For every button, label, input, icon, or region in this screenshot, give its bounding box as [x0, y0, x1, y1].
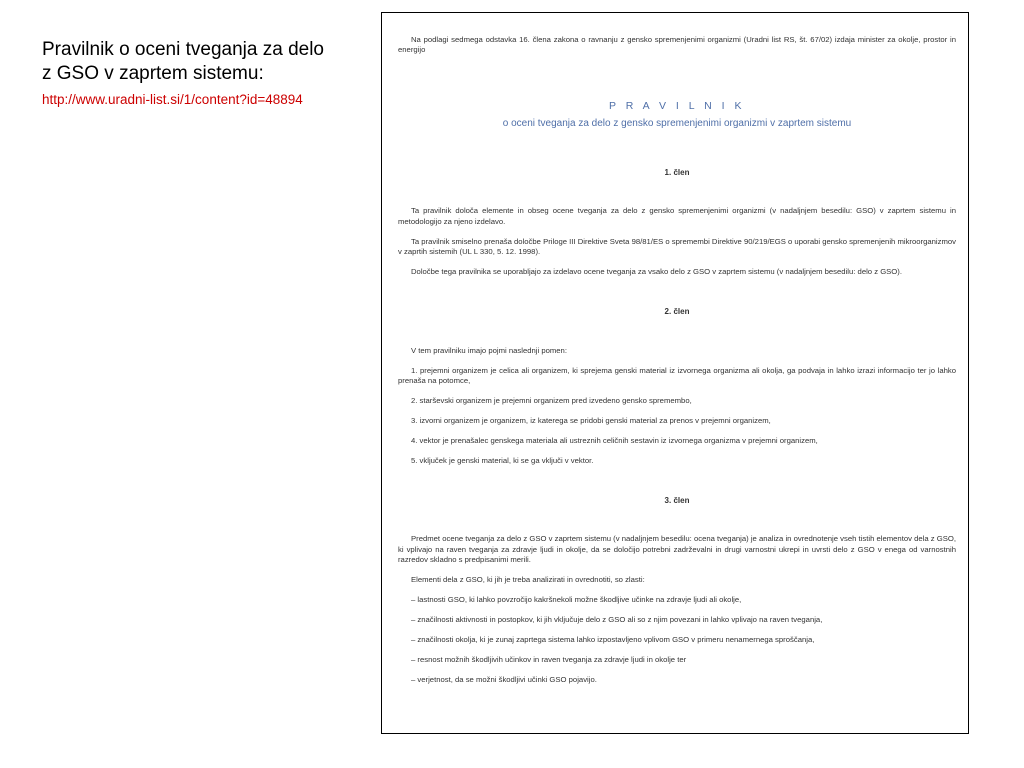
article-2-heading: 2. člen	[664, 307, 690, 317]
list-item: – značilnosti aktivnosti in postopkov, ki jih vključuje delo z GSO ali so z njim povezani in lahko vplivajo na raven tveganja,	[411, 614, 823, 624]
list-item: – značilnosti okolja, ki je zunaj zaprtega sistema lahko izpostavljeno vplivom GSO v primeru nenamernega sproščanja,	[411, 634, 815, 644]
list-item: – verjetnost, da se možni škodljivi učinki GSO pojavijo.	[411, 674, 597, 684]
document-scan	[381, 12, 969, 734]
document-title: P R A V I L N I K	[609, 99, 745, 112]
document-intro: Na podlagi sedmega odstavka 16. člena zakona o ravnanju z gensko spremenjenimi organizmi (Uradni list RS, št. 67/02) izdaja minister za okolje, prostor in energijo	[398, 35, 956, 55]
document-subtitle: o oceni tveganja za delo z gensko spremenjenimi organizmi v zaprtem sistemu	[502, 117, 852, 129]
list-item: 5. vključek je genski material, ki se ga vključi v vektor.	[411, 455, 594, 465]
list-item: 3. izvorni organizem je organizem, iz katerega se pridobi genski material za prenos v prejemni organizem,	[411, 415, 771, 425]
source-link[interactable]: http://www.uradni-list.si/1/content?id=48894	[42, 92, 303, 107]
article-1-paragraph: Določbe tega pravilnika se uporabljajo za izdelavo ocene tveganja za vsako delo z GSO v zaprtem sistemu (v nadaljnjem besedilu: delo z GSO).	[411, 266, 902, 276]
slide-title-line-1: Pravilnik o oceni tveganja za delo	[42, 39, 325, 60]
article-3-heading: 3. člen	[664, 496, 690, 505]
article-1-heading: 1. člen	[664, 167, 690, 177]
list-item: 1. prejemni organizem je celica ali organizem, ki sprejema genski material iz izvornega organizma ali okolja, ga podvaja in lahko izrazi informacijo ter jo lahko prenaša na potomce,	[398, 365, 956, 385]
article-3-paragraph: Predmet ocene tveganja za delo z GSO v zaprtem sistemu (v nadaljnjem besedilu: ocena tveganja) je analiza in ovrednotenje vseh tistih elementov dela z GSO, ki vplivajo na raven tveganja za zdravje ljudi in okolje, da se določijo potrebni zadrževalni in drugi varnostni ukrepi in uvrsti delo z GSO v enega od varnostnih razredov skladno s predpisanimi merili.	[398, 534, 956, 565]
document-body	[398, 35, 956, 695]
slide-title	[42, 38, 372, 86]
list-item: – resnost možnih škodljivih učinkov in raven tveganja za zdravje ljudi in okolje ter	[411, 654, 687, 664]
article-2-intro: V tem pravilniku imajo pojmi naslednji pomen:	[411, 345, 567, 355]
article-1-paragraph: Ta pravilnik določa elemente in obseg ocene tveganja za delo z gensko spremenjenimi organizmi (v nadaljnjem besedilu: GSO) v zaprtem sistemu in metodologijo za njeno izdelavo.	[398, 206, 956, 226]
list-item: – lastnosti GSO, ki lahko povzročijo kakršnekoli možne škodljive učinke na zdravje ljudi ali okolje,	[411, 595, 742, 605]
list-item: 4. vektor je prenašalec genskega materiala ali ustreznih celičnih sestavin iz izvornega organizma v prejemni organizem,	[411, 435, 818, 445]
list-item: 2. starševski organizem je prejemni organizem pred izvedeno gensko spremembo,	[411, 395, 692, 405]
article-3-paragraph: Elementi dela z GSO, ki jih je treba analizirati in ovrednotiti, so zlasti:	[411, 575, 645, 585]
slide-title-line-2: z GSO v zaprtem sistemu:	[42, 63, 264, 84]
article-1-paragraph: Ta pravilnik smiselno prenaša določbe Priloge III Direktive Sveta 98/81/ES o spremembi Direktive 90/219/EGS o uporabi gensko spremenjenih mikroorganizmov v zaprtih sistemih (UL L 330, 5. 12. 1998).	[398, 236, 956, 256]
